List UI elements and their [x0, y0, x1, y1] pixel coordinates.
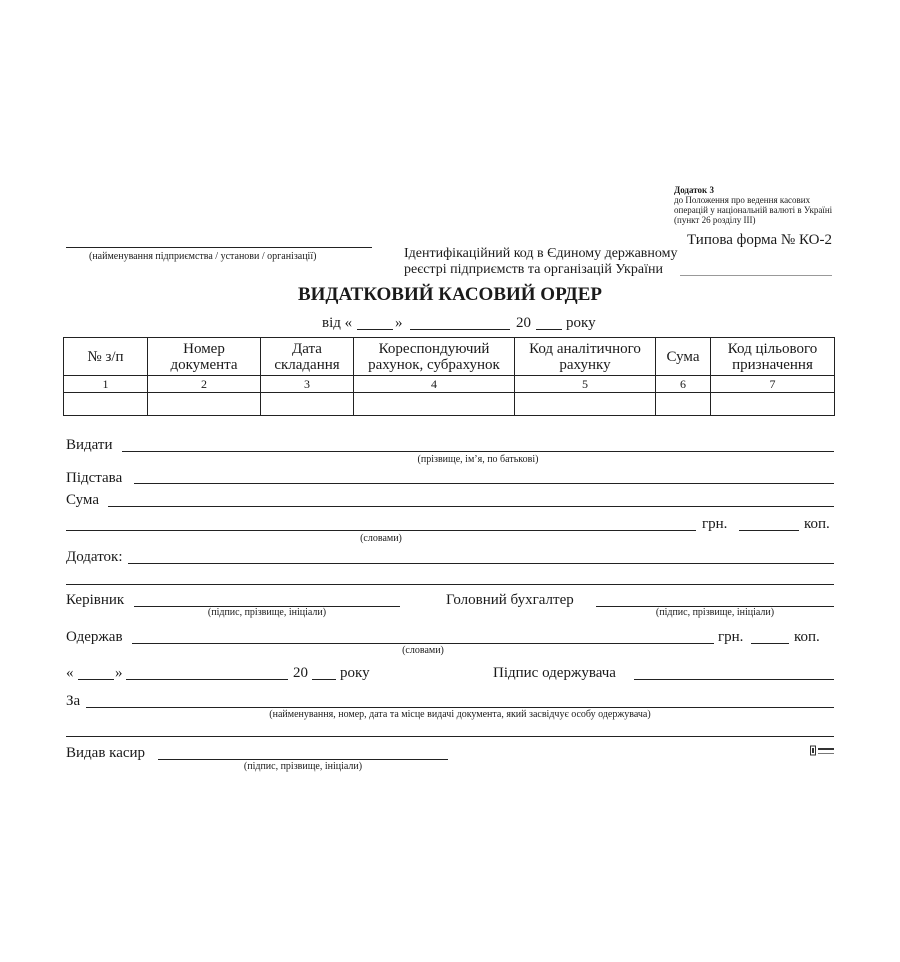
received-kop-label: коп.: [794, 629, 820, 645]
id-code-label-2: реєстрі підприємств та організацій України: [404, 262, 663, 277]
header-document-number: Номер документа: [148, 338, 261, 376]
appendix-line-1: до Положення про ведення касових: [674, 195, 811, 205]
received-year-field[interactable]: [312, 679, 336, 680]
date-mid: »: [395, 315, 403, 331]
received-day-field[interactable]: [78, 679, 114, 680]
received-caption: (словами): [402, 645, 444, 656]
received-date-close: »: [115, 665, 123, 681]
entry-cell[interactable]: [261, 393, 354, 416]
col-number-2: 2: [148, 376, 261, 393]
header-purpose-code: Код цільового призначення: [711, 338, 835, 376]
col-number-5: 5: [515, 376, 656, 393]
issue-field[interactable]: [122, 451, 834, 452]
entry-cell[interactable]: [148, 393, 261, 416]
year-field[interactable]: [536, 329, 562, 330]
received-uah-label: грн.: [718, 629, 744, 645]
col-number-3: 3: [261, 376, 354, 393]
year-prefix: 20: [516, 315, 531, 331]
received-year-suffix: року: [340, 665, 370, 681]
header-number: № з/п: [64, 338, 148, 376]
sum-words-field[interactable]: [66, 530, 696, 531]
header-corresponding-account: Кореспондуючий рахунок, субрахунок: [354, 338, 515, 376]
chief-accountant-caption: (підпис, прізвище, ініціали): [655, 607, 775, 618]
appendix-line-3: (пункт 26 розділу ІІІ): [674, 215, 756, 225]
entry-cell[interactable]: [656, 393, 711, 416]
sum-words-caption: (словами): [360, 533, 402, 544]
header-date: Дата складання: [261, 338, 354, 376]
attachment-field[interactable]: [128, 563, 834, 564]
entry-cell[interactable]: [711, 393, 835, 416]
issue-label: Видати: [66, 437, 113, 453]
issue-caption: (прізвище, ім’я, по батькові): [417, 454, 539, 465]
year-suffix: року: [566, 315, 596, 331]
cashier-signature-field[interactable]: [158, 759, 448, 760]
table-header-row: [64, 338, 835, 376]
col-number-7: 7: [711, 376, 835, 393]
recipient-signature-field[interactable]: [634, 679, 834, 680]
appendix-note: [674, 185, 839, 225]
entry-cell[interactable]: [354, 393, 515, 416]
recipient-signature-label: Підпис одержувача: [493, 665, 616, 681]
entry-cell[interactable]: [64, 393, 148, 416]
organization-field[interactable]: [66, 247, 372, 248]
table-number-row: [64, 376, 835, 393]
order-table: [63, 337, 835, 416]
received-label: Одержав: [66, 629, 123, 645]
appendix-line-2: операцій у національній валюті в Україні: [674, 205, 833, 215]
publisher-logo-icon: [810, 745, 834, 759]
table-entry-row: [64, 393, 835, 416]
received-month-field[interactable]: [126, 679, 288, 680]
appendix-title: Додаток 3: [674, 185, 714, 195]
sum-uah-label: грн.: [702, 516, 728, 532]
id-code-field[interactable]: [680, 275, 832, 276]
col-number-6: 6: [656, 376, 711, 393]
day-field[interactable]: [357, 329, 393, 330]
manager-label: Керівник: [66, 592, 125, 608]
sum-label: Сума: [66, 492, 99, 508]
form-type: Типова форма № КО-2: [687, 232, 832, 248]
cashier-label: Видав касир: [66, 745, 146, 761]
attachment-field-2[interactable]: [66, 584, 834, 585]
header-sum: Сума: [656, 338, 711, 376]
manager-caption: (підпис, прізвище, ініціали): [207, 607, 327, 618]
for-caption: (найменування, номер, дата та місце видачі документа, який засвідчує особу одержувача): [269, 709, 651, 720]
received-year-prefix: 20: [293, 665, 308, 681]
date-prefix: від «: [322, 315, 353, 331]
basis-field[interactable]: [134, 483, 834, 484]
sum-kop-label: коп.: [804, 516, 830, 532]
month-field[interactable]: [410, 329, 510, 330]
entry-cell[interactable]: [515, 393, 656, 416]
for-field-2[interactable]: [66, 736, 834, 737]
received-kop-field[interactable]: [751, 643, 789, 644]
organization-caption: (найменування підприємства / установи / організації): [89, 251, 317, 262]
received-words-field[interactable]: [132, 643, 714, 644]
sum-kop-field[interactable]: [739, 530, 799, 531]
header-analytic-code: Код аналітичного рахунку: [515, 338, 656, 376]
received-date-open: «: [66, 665, 74, 681]
col-number-4: 4: [354, 376, 515, 393]
chief-accountant-label: Головний бухгалтер: [446, 592, 574, 608]
cashier-caption: (підпис, прізвище, ініціали): [243, 761, 363, 772]
id-code-label-1: Ідентифікаційний код в Єдиному державному: [404, 246, 678, 261]
for-field[interactable]: [86, 707, 834, 708]
basis-label: Підстава: [66, 470, 123, 486]
document-title: ВИДАТКОВИЙ КАСОВИЙ ОРДЕР: [297, 284, 603, 305]
for-label: За: [66, 693, 81, 709]
attachment-label: Додаток:: [66, 549, 123, 565]
sum-field[interactable]: [108, 506, 834, 507]
col-number-1: 1: [64, 376, 148, 393]
